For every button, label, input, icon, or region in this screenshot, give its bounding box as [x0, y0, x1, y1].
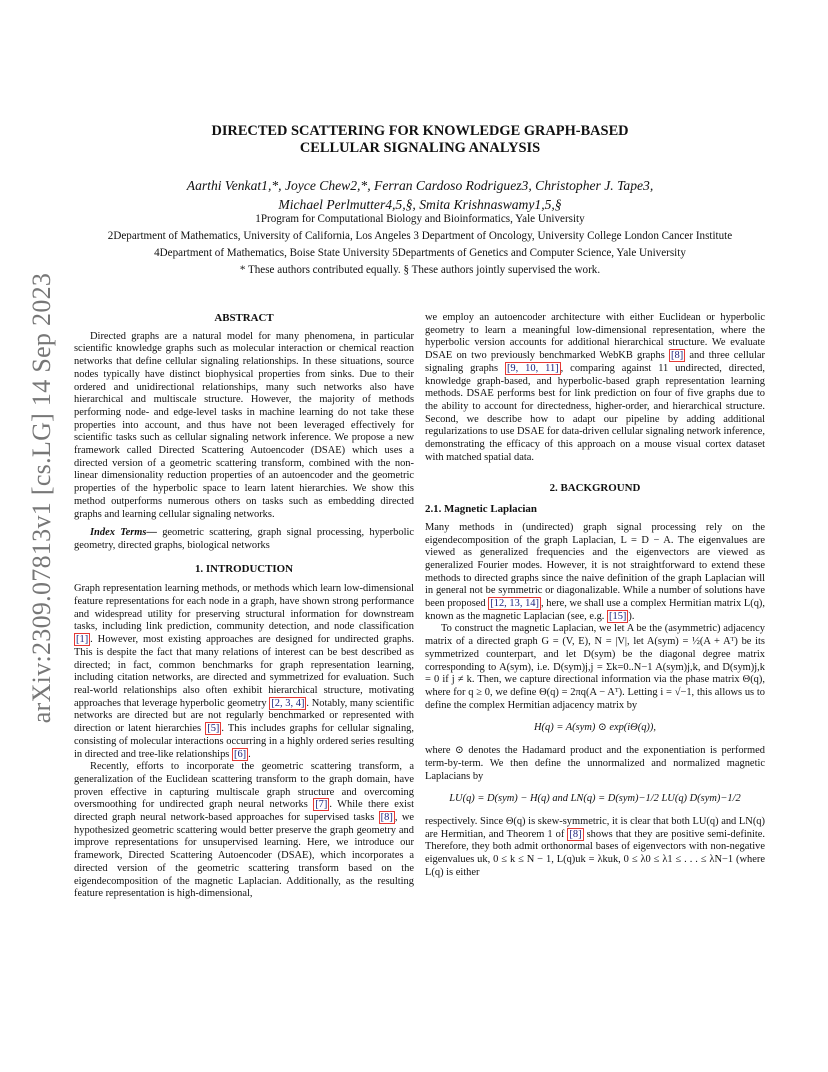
citation-link[interactable]: [15] — [609, 610, 627, 622]
affiliation: 1Program for Computational Biology and Bioinformatics, Yale University — [255, 213, 585, 225]
text-run: . This includes graphs for cellular signaling, consisting of molecular interactions occurring in a highly ordered series resulting in directed and tree-like relationships — [74, 723, 414, 760]
text-run: Many methods in (undirected) graph signal processing rely on the eigendecomposition of the graph Laplacian, L = D − A. The eigenvalues are viewed as generalized frequencies and the eigenvectors are viewed as generalized Fourier modes. However, it is not straightforward to extend these methods to directed graphs since the naive definition of the graph Laplacian will in general not be symmetric or diagonalizable. While a number of solutions have been proposed — [425, 521, 765, 610]
text-run: respectively. Since Θ(q) is skew-symmetric, it is clear that both LU(q) and LN(q) are Hermitian, and Theorem 1 of — [425, 815, 765, 840]
citation-link[interactable]: [8] — [380, 812, 393, 824]
title-line: DIRECTED SCATTERING FOR KNOWLEDGE GRAPH-BASED — [211, 123, 629, 139]
citation-link[interactable]: [1] — [76, 634, 89, 646]
intro-continuation — [425, 312, 765, 464]
abstract-heading: ABSTRACT — [214, 312, 274, 324]
background-heading: 2. BACKGROUND — [549, 482, 641, 495]
arxiv-id: arXiv:2309.07813v1 [cs.LG] 14 Sep 2023 — [27, 272, 56, 724]
arxiv-sidebar — [22, 272, 62, 724]
text-run: Recently, efforts to incorporate the geometric scattering transform, a generalization of the Euclidean scattering transform to the graph domain, have proven effective in capturing multiscale graph structure and overcoming oversmoothing for undirected graph neural networks — [74, 761, 414, 811]
affiliation: 4Department of Mathematics, Boise State University 5Departments of Genetics and Computer Science, Yale University — [154, 247, 686, 259]
index-terms-label: Index Terms— — [90, 527, 157, 539]
text-run: Graph representation learning methods, or methods which learn low-dimensional feature representations for each node in a graph, have shown strong performance and widespread utility for preserving structural information for downstream tasks, including link prediction, community detection, and node classification — [74, 583, 414, 633]
citation-link[interactable]: [2, 3, 4] — [271, 697, 305, 709]
text-run: and three cellular signaling graphs — [425, 350, 765, 374]
paper-title — [100, 123, 740, 157]
citation-link[interactable]: [9, 10, 11] — [506, 362, 559, 374]
citation-link[interactable]: [7] — [315, 799, 328, 811]
citation-link[interactable]: [5] — [207, 723, 220, 735]
authors-line: Michael Perlmutter4,5,§, Smita Krishnaswamy1,5,§ — [278, 197, 562, 212]
abstract-text: Directed graphs are a natural model for many phenomena, in particular scientific knowledge graphs such as molecular interaction or chemical reaction networks that define cellular signaling relationships. In these situations, source nodes typically have distinct biophysical properties from sinks. Due to their ordered and unidirectional relationships, many such networks also have hierarchical and multiscale structure. However, the majority of methods performing node- and edge-level tasks in machine learning do not take these properties into account, and thus have not been leveraged effectively for scientific tasks such as cellular signaling network inference. We propose a new framework called Directed Scattering Autoencoder (DSAE) which uses a directed version of a geometric scattering transform, combined with the non-linear dimensionality reduction properties of an autoencoder and the geometric properties of the hyperbolic space to learn latent hierarchies. We show this method outperforms numerous others on tasks such as embedding directed graphs and learning cellular signaling networks. — [74, 330, 414, 520]
text-run: , we hypothesized geometric scattering would better preserve the graph geometry and improve representations for unsupervised learning. Here, we introduce our framework, Directed Scattering Autoencoder (DSAE), which incorporates a directed version of the geometric scattering transform based on the eigendecomposition of the magnetic Laplacian. Additionally, as the resulting feature representation is high-dimensional, — [74, 812, 414, 900]
text-run: . However, most existing approaches are designed for undirected graphs. This is despite the fact that many relations of interest can be best described as directed; in fact, common benchmarks for graph representation learning, including citation networks, are directed and symmetrized for evaluation. Such real-world relationships also often exhibit hierarchical structure, motivating approaches that leverage hyperbolic geometry — [74, 634, 414, 709]
citation-link[interactable]: [12, 13, 14] — [490, 598, 540, 610]
intro-paragraph: Graph representation learning methods, or methods which learn low-dimensional feature representations for each node in a graph, have shown strong performance and widespread utility for preserving structural information for downstream tasks, including link prediction, community detection, and node classification [1] . However, most existing approaches are designed for undirected graphs. This is despite the fact that many relations of interest can be best described as directed; in fact, common benchmarks for graph representation learning, including citation networks, are directed and symmetrized for evaluation. Such real-world relationships also often exhibit hierarchical structure, motivating approaches that leverage hyperbolic geometry [2, 3, 4] . Notably, many scientific networks are directed but are not regularly benchmarked or represented with direction or latent hierarchies [5] . This includes graphs for cellular signaling, consisting of molecular interactions occurring in a highly ordered series resulting in directed and tree-like relationships [6] . — [74, 583, 414, 760]
background-paragraph: To construct the magnetic Laplacian, we let A be the (asymmetric) adjacency matrix of a directed graph G = (V, E), N = |V|, let A(sym) = ½(A + Aᵀ) be its symmetrized counterpart, and let D(sym) be the diagonal degree matrix corresponding to A(sym), i.e. D(sym)j,j = Σk=0..N−1 A(sym)j,k, and D(sym)j,k = 0 if j ≠ k. Then, we capture directional information via the phase matrix Θ(q), where for q ≥ 0, we define Θ(q) = 2πq(A − Aᵀ). Letting i = √−1, this allows us to define the complex Hermitian adjacency matrix by — [425, 623, 765, 711]
text-run: shows that they are positive semi-definite. Therefore, they both admit orthonormal bases of eigenvectors with non-negative eigenvalues uk, 0 ≤ k ≤ N − 1, L(q)uk = λkuk, 0 ≤ λ0 ≤ λ1 ≤ . . . ≤ λN−1 (where L(q) is either — [425, 828, 765, 878]
text-run: ). — [628, 610, 635, 622]
text-run: , here, we shall use a complex Hermitian matrix L(q), known as the magnetic Laplacian (see, e.g. — [425, 598, 766, 622]
intro-heading: 1. INTRODUCTION — [194, 562, 294, 575]
background-paragraph: where ⊙ denotes the Hadamard product and the exponentiation is performed term-by-term. We then define the unnormalized and normalized magnetic Laplacians by — [425, 745, 765, 782]
right-column — [425, 312, 765, 879]
intro-paragraph — [74, 761, 414, 901]
left-column — [74, 312, 414, 901]
title-line: CELLULAR SIGNALING ANALYSIS — [299, 140, 541, 156]
author-list — [90, 176, 750, 214]
affiliation-note: * These authors contributed equally. § These authors jointly supervised the work. — [239, 264, 601, 276]
index-terms-text: geometric scattering, graph signal processing, hyperbolic geometry, directed graphs, biological networks — [74, 527, 414, 551]
magnetic-laplacian-heading: 2.1. Magnetic Laplacian — [425, 503, 537, 516]
equation-hermitian: H(q) = A(sym) ⊙ exp(iΘ(q)), — [534, 722, 656, 734]
text-run: we employ an autoencoder architecture with either Euclidean or hyperbolic geometry to learn a meaningful low-dimensional representation, where the hyperbolic version accounts for additional hierarchical structure. We evaluate DSAE on two previously benchmarked WebKB graphs — [425, 312, 765, 362]
affiliation: 2Department of Mathematics, University of California, Los Angeles 3 Department of Oncology, University College London Cancer Institute — [107, 230, 733, 242]
citation-link[interactable]: [8] — [671, 350, 684, 362]
authors-line: Aarthi Venkat1,*, Joyce Chew2,*, Ferran Cardoso Rodriguez3, Christopher J. Tape3, — [186, 178, 654, 193]
text-run: . Notably, many scientific networks are directed but are not regularly benchmarked or represented with direction or latent hierarchies — [74, 697, 414, 735]
citation-link[interactable]: [6] — [233, 748, 247, 760]
equation-laplacians: LU(q) = D(sym) − H(q) and LN(q) = D(sym)−1/2 LU(q) D(sym)−1/2 — [449, 793, 741, 805]
index-terms — [74, 527, 414, 552]
text-run: . While there exist directed graph neural network-based approaches for supervised tasks — [74, 799, 414, 824]
text-run: , comparing against 11 undirected, directed, knowledge graph-based, and hyperbolic-based graph representation learning methods. DSAE performs best for link prediction on four of five graphs due to the ability to account for directedness, higher-order, and hierarchical structure. Second, we describe how to adapt our pipeline by adding additional regularizations to use DSAE for data-driven cellular signaling network inference, demonstrating the efficacy of this approach on a mouse visual cortex dataset with matched spatial data. — [425, 362, 765, 463]
background-paragraph — [425, 522, 765, 624]
citation-link[interactable]: [8] — [569, 828, 582, 840]
background-paragraph — [425, 816, 765, 880]
